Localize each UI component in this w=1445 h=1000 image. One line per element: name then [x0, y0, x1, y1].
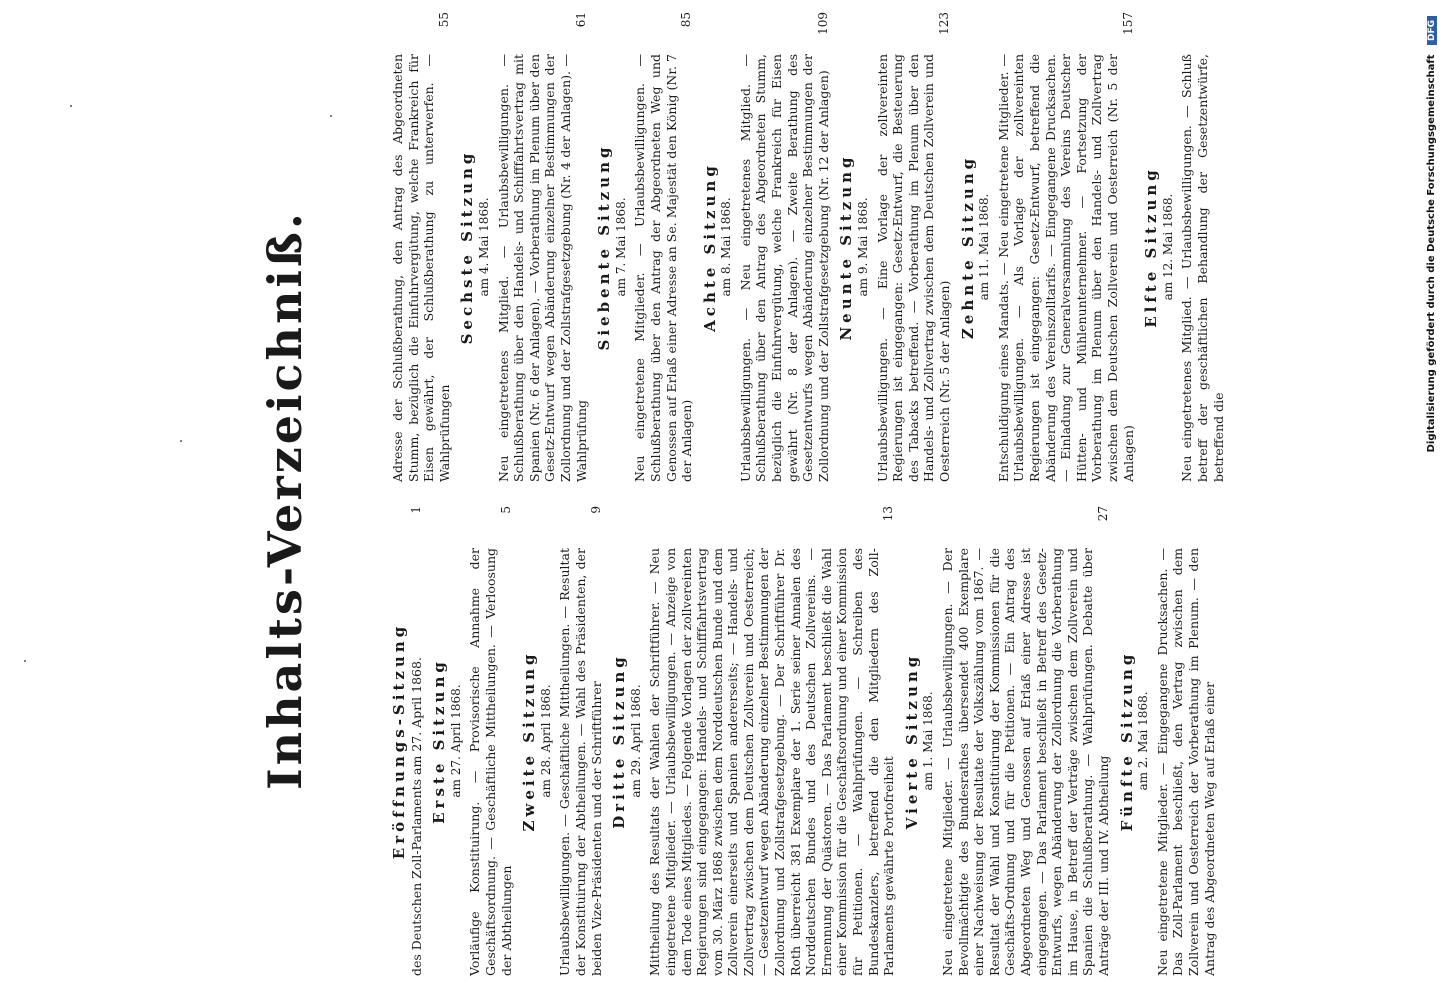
- section-title: Vierte Sitzung: [902, 652, 921, 830]
- entry-text: Neu eingetretene Mitglieder. — Eingegangene Drucksachen. — Das Zoll-Parlament beschließt, den Vertrag zwischen dem Zollverein und Oesterreich der Vorberathung im Plenum. — den Antrag des Abgeordneten Weg auf Erlaß einer: [1154, 548, 1217, 976]
- entry-page-number: 5: [498, 506, 513, 514]
- section-date: am 8. Mai 1868.: [719, 197, 734, 297]
- entry-text: Neu eingetretene Mitglieder. — Urlaubsbewilligungen. — Schlußberathung über den Antrag der Abgeordneten Weg und Genossen auf Erlaß einer Adresse an Se. Majestät den König (Nr. 7 der Anlagen): [632, 54, 695, 482]
- toc-section: [839, 12, 952, 482]
- entry-text: Entschuldigung eines Mandats. — Neu eingetretene Mitglieder. — Urlaubsbewilligungen. — Als Vorlage der zollvereinten Regierungen ist eingegangen: Gesetz-Entwurf, betreffend die Abänderung des Vereinszolltarifs. — Eingegangene Drucksachen. — Einladung zur Generalversammlung des Vereins Deutscher Hütten- und Mühlenunternehmer. — Fortsetzung der Vorberathung im Plenum über den Handels- und Zollvertrag zwischen dem Deutschen Zollverein und Oesterreich (Nr. 5 der Anlagen): [995, 54, 1136, 482]
- scan-speck: [330, 115, 332, 117]
- section-title: Zehnte Sitzung: [958, 154, 977, 340]
- digitization-note-text: Digitalisierung gefördert durch die Deutsche Forschungsgemeinschaft: [1426, 54, 1437, 453]
- section-date: am 1. Mai 1868.: [921, 691, 936, 791]
- toc-entry: [557, 506, 604, 976]
- section-title: Zweite Sitzung: [520, 650, 539, 832]
- entry-text: Urlaubsbewilligungen. — Eine Vorlage der zollvereinten Regierungen ist eingegangen: Gesetz-Entwurf, die Besteuerung des Tabacks betreffend. — Vorberathung im Plenum über den Handels- und Zollvertrag zwischen dem Deutschen Zollverein und Oesterreich (Nr. 5 der Anlagen): [874, 54, 952, 482]
- entry-text: Urlaubsbewilligungen. — Neu eingetretenes Mitglied. — Schlußberathung über den Antrag des Abgeordneten Stumm, bezüglich die Einfuhrvergütung, welche Frankreich für Eisen gewährt (Nr. 8 der Anlagen). — Zweite Berathung des Gesetzentwurfs wegen Abänderung einzelner Bestimmungen der Zollordnung und der Zollstrafgesetzgebung (Nr. 12 der Anlagen): [737, 54, 831, 482]
- entry-page-number: 55: [436, 12, 451, 28]
- section-date: am 28. April 1868.: [538, 684, 553, 798]
- section-title: Fünfte Sitzung: [1117, 650, 1136, 832]
- entry-page-number: 109: [815, 12, 830, 35]
- section-date: am 7. Mai 1868.: [613, 197, 628, 297]
- section-title: Eröffnungs-Sitzung: [390, 622, 408, 860]
- entry-text: Neu eingetretenes Mitglied. — Urlaubsbewilligungen. — Schlußberathung über den Handels- und Schifffahrtsvertrag mit Spanien (Nr. 6 der Anlagen). — Vorberathung im Plenum über den Gesetz-Entwurf wegen Abänderung einzelner Bestimmungen der Zollordnung und der Zollstrafgesetzgebung (Nr. 4 der Anlagen). — Wahlprüfung: [495, 54, 589, 482]
- toc-section: [612, 506, 897, 976]
- toc-section: [1144, 12, 1226, 482]
- entry-page-number: 85: [679, 12, 694, 28]
- section-date: am 12. Mai 1868.: [1160, 193, 1175, 301]
- section-title: Sechste Sitzung: [458, 149, 477, 345]
- toc-section: [460, 12, 589, 482]
- section-date: am 27. April 1868.: [448, 684, 463, 798]
- toc-section: [700, 12, 832, 482]
- digitization-note: [1426, 16, 1437, 986]
- entry-text: Adresse der Schlußberathung, den Antrag des Abgeordneten Stumm, bezüglich die Einfuhrvergütung, welche Frankreich für Eisen gewährt, der Schlußberathung zu unterwerfen. — Wahlprüfungen: [390, 54, 452, 482]
- section-date: am 9. Mai 1868.: [856, 197, 871, 297]
- section-title: Erste Sitzung: [430, 658, 449, 824]
- section-date: am 11. Mai 1868.: [977, 193, 992, 301]
- toc-entry: [496, 12, 590, 482]
- section-date: am 2. Mai 1868.: [1136, 691, 1151, 791]
- entry-text: Mittheilung des Resultats der Wahlen der Schriftführer. — Neu eingetretene Mitglieder. — Urlaubsbewilligungen. — Anzeige von dem Tode eines Mitgliedes. — Folgende Vorlagen der zollvereinten Regierungen sind eingegangen: Handels- und Schifffahrtsvertrag vom 30. März 1868 zwischen dem Norddeutschen Bunde und dem Zollverein einerseits und Spanien andererseits; — Handels- und Zollvertrag zwischen dem Deutschen Zollverein und Oesterreich; — Gesetzentwurf wegen Abänderung einzelner Bestimmungen der Zollordnung und Zollstrafgesetzgebung. — Der Schriftführer Dr. Roth überreicht 381 Exemplare der 1. Serie seiner Annalen des Norddeutschen Bundes und des Deutschen Zollvereins. — Ernennung der Quästoren. — Das Parlament beschließt die Wahl einer Kommission für die Geschäftsordnung und einer Kommission für Petitionen. — Wahlprüfungen. — Schreiben des Bundeskanzlers, betreffend die den Mitgliedern des Zoll-Parlaments gewährte Portofreiheit: [647, 548, 897, 976]
- entry-page-number: 123: [937, 12, 951, 35]
- entry-text: Neu eingetretenes Mitglied. — Urlaubsbewilligungen. — Schluß betreff der geschäftlichen Behandlung der Gesetzentwürfe, betreffend die: [1179, 54, 1226, 482]
- toc-section: [597, 12, 695, 482]
- toc-section: [432, 506, 514, 976]
- entry-page-number: 157: [1120, 12, 1135, 35]
- entry-page-number: 13: [881, 506, 896, 522]
- section-date: am 29. April 1868.: [628, 684, 643, 798]
- entry-page-number: 9: [588, 506, 603, 514]
- left-column: [390, 506, 1225, 976]
- toc-section: [390, 12, 452, 482]
- toc-entry: [738, 12, 832, 482]
- section-title: Neunte Sitzung: [837, 153, 856, 341]
- right-column: [390, 12, 1234, 482]
- scan-speck: [70, 105, 72, 107]
- section-title: Achte Sitzung: [700, 162, 719, 332]
- toc-section: [522, 506, 604, 976]
- toc-section: [392, 506, 424, 976]
- toc-entry: [875, 12, 953, 482]
- toc-entry: [390, 12, 452, 482]
- entry-text: Neu eingetretene Mitglieder. — Urlaubsbewilligungen. — Der Bevollmächtigte des Bundesrathes übersendet 400 Exemplare einer Nachweisung der Resultate der Volkszählung vom 1867. — Resultat der Wahl und Konstituirung der Kommissionen für die Geschäfts-Ordnung und für die Petitionen. — Ein Antrag des Abgeordneten Weg und Genossen auf Erlaß einer Adresse ist eingegangen. — Das Parlament beschließt in Betreff des Gesetz-Entwurfs, wegen Abänderung der Zollordnung die Vorberathung im Hause, in Betreff der Verträge zwischen dem Zollverein und Spanien die Schlußberathung. — Wahlprüfungen. Debatte über Anträge der III. und IV. Abtheilung: [940, 548, 1111, 976]
- toc-entry: [647, 506, 897, 976]
- toc-entry: [632, 12, 694, 482]
- section-title: Siebente Sitzung: [595, 143, 614, 351]
- entry-page-number: 61: [573, 12, 588, 28]
- toc-section: [902, 506, 1112, 976]
- section-title: Elfte Sitzung: [1142, 166, 1161, 328]
- scan-speck: [24, 660, 26, 662]
- toc-section: [958, 12, 1137, 482]
- section-date: am 4. Mai 1868.: [476, 197, 491, 297]
- entry-text: Vorläufige Konstituirung. — Provisorische Annahme der Geschäftsordnung. — Geschäftliche Mittheilungen. — Verloosung der Abtheilungen: [467, 548, 514, 976]
- toc-entry: [467, 506, 514, 976]
- toc-entry: [1179, 12, 1226, 482]
- entry-page-number: 27: [1095, 506, 1110, 522]
- section-title: Dritte Sitzung: [610, 653, 629, 829]
- entry-text: Urlaubsbewilligungen. — Geschäftliche Mittheilungen. — Resultat der Konstituirung der Abtheilungen. — Wahl des Präsidenten, der beiden Vize-Präsidenten und der Schriftführer: [557, 548, 604, 976]
- dfg-logo: DFG: [1427, 16, 1437, 45]
- entry-text: des Deutschen Zoll-Parlaments am 27. April 1868.: [408, 657, 424, 976]
- toc-section: [1117, 506, 1218, 976]
- page-title: Inhalts-Verzeichniß.: [258, 210, 312, 790]
- toc-entry: [409, 506, 425, 976]
- toc-entry: [1155, 506, 1217, 976]
- scan-speck: [180, 440, 182, 442]
- toc-entry: [940, 506, 1112, 976]
- entry-page-number: 1: [408, 506, 423, 514]
- toc-entry: [996, 12, 1136, 482]
